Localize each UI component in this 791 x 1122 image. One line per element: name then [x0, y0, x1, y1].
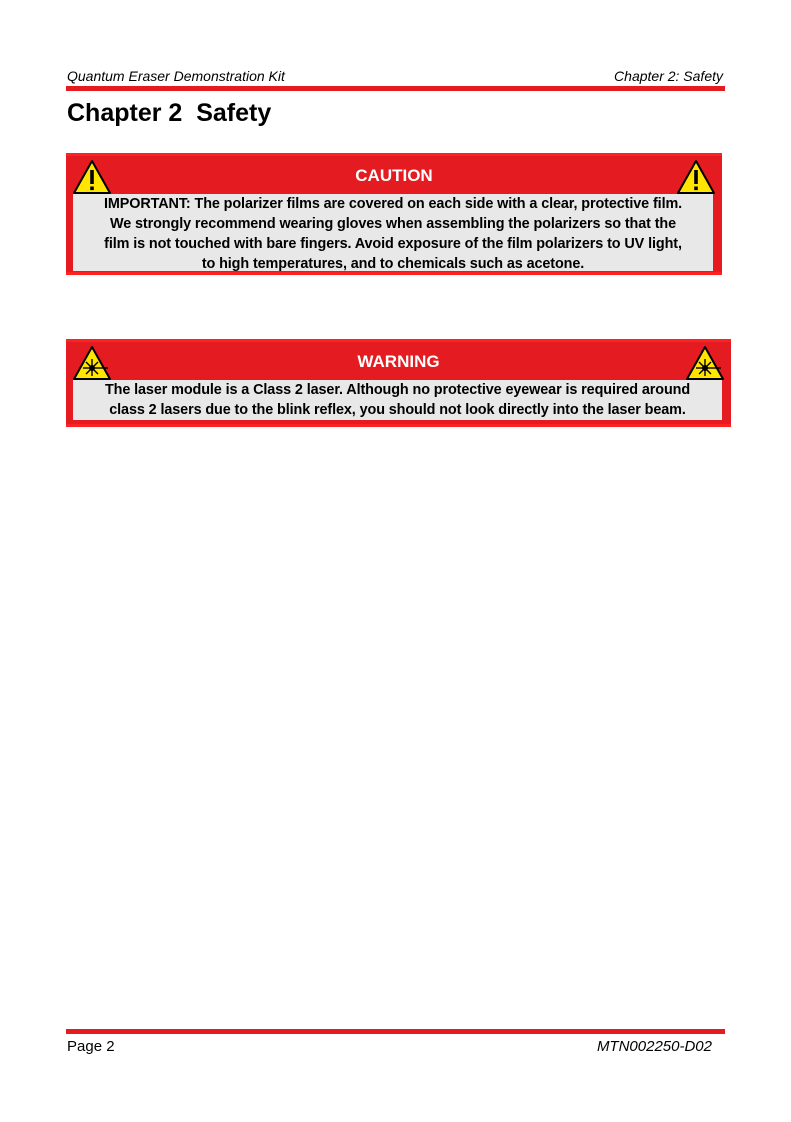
chapter-title: Chapter 2 Safety: [67, 99, 272, 127]
warning-body: [73, 380, 722, 420]
header-chapter-ref: Chapter 2: Safety: [614, 68, 723, 84]
exclamation-warning-icon: [72, 159, 112, 195]
warning-title: WARNING: [357, 352, 440, 371]
warning-line: The laser module is a Class 2 laser. Although no protective eyewear is required around: [104, 382, 691, 398]
header-rule: [66, 86, 725, 91]
caution-box: [66, 153, 722, 275]
document-number: MTN002250-D02: [596, 1038, 712, 1055]
footer-rule: [66, 1029, 725, 1034]
caution-line: to high temperatures, and to chemicals such as acetone.: [201, 256, 585, 272]
exclamation-warning-icon: [676, 159, 716, 195]
caution-line: film is not touched with bare fingers. Avoid exposure of the film polarizers to UV light,: [104, 236, 682, 252]
laser-hazard-icon: [72, 345, 112, 381]
caution-title: CAUTION: [355, 166, 433, 185]
page-header: [66, 66, 725, 86]
laser-hazard-icon: [685, 345, 725, 381]
warning-line: class 2 lasers due to the blink reflex, you should not look directly into the laser beam.: [109, 402, 686, 418]
page-number: Page 2: [67, 1038, 115, 1055]
warning-box: [66, 339, 731, 427]
header-doc-title: Quantum Eraser Demonstration Kit: [67, 68, 285, 84]
caution-body: [73, 194, 713, 271]
caution-line: IMPORTANT: The polarizer films are covered on each side with a clear, protective film.: [103, 196, 683, 212]
caution-line: We strongly recommend wearing gloves when assembling the polarizers so that the: [110, 216, 676, 232]
